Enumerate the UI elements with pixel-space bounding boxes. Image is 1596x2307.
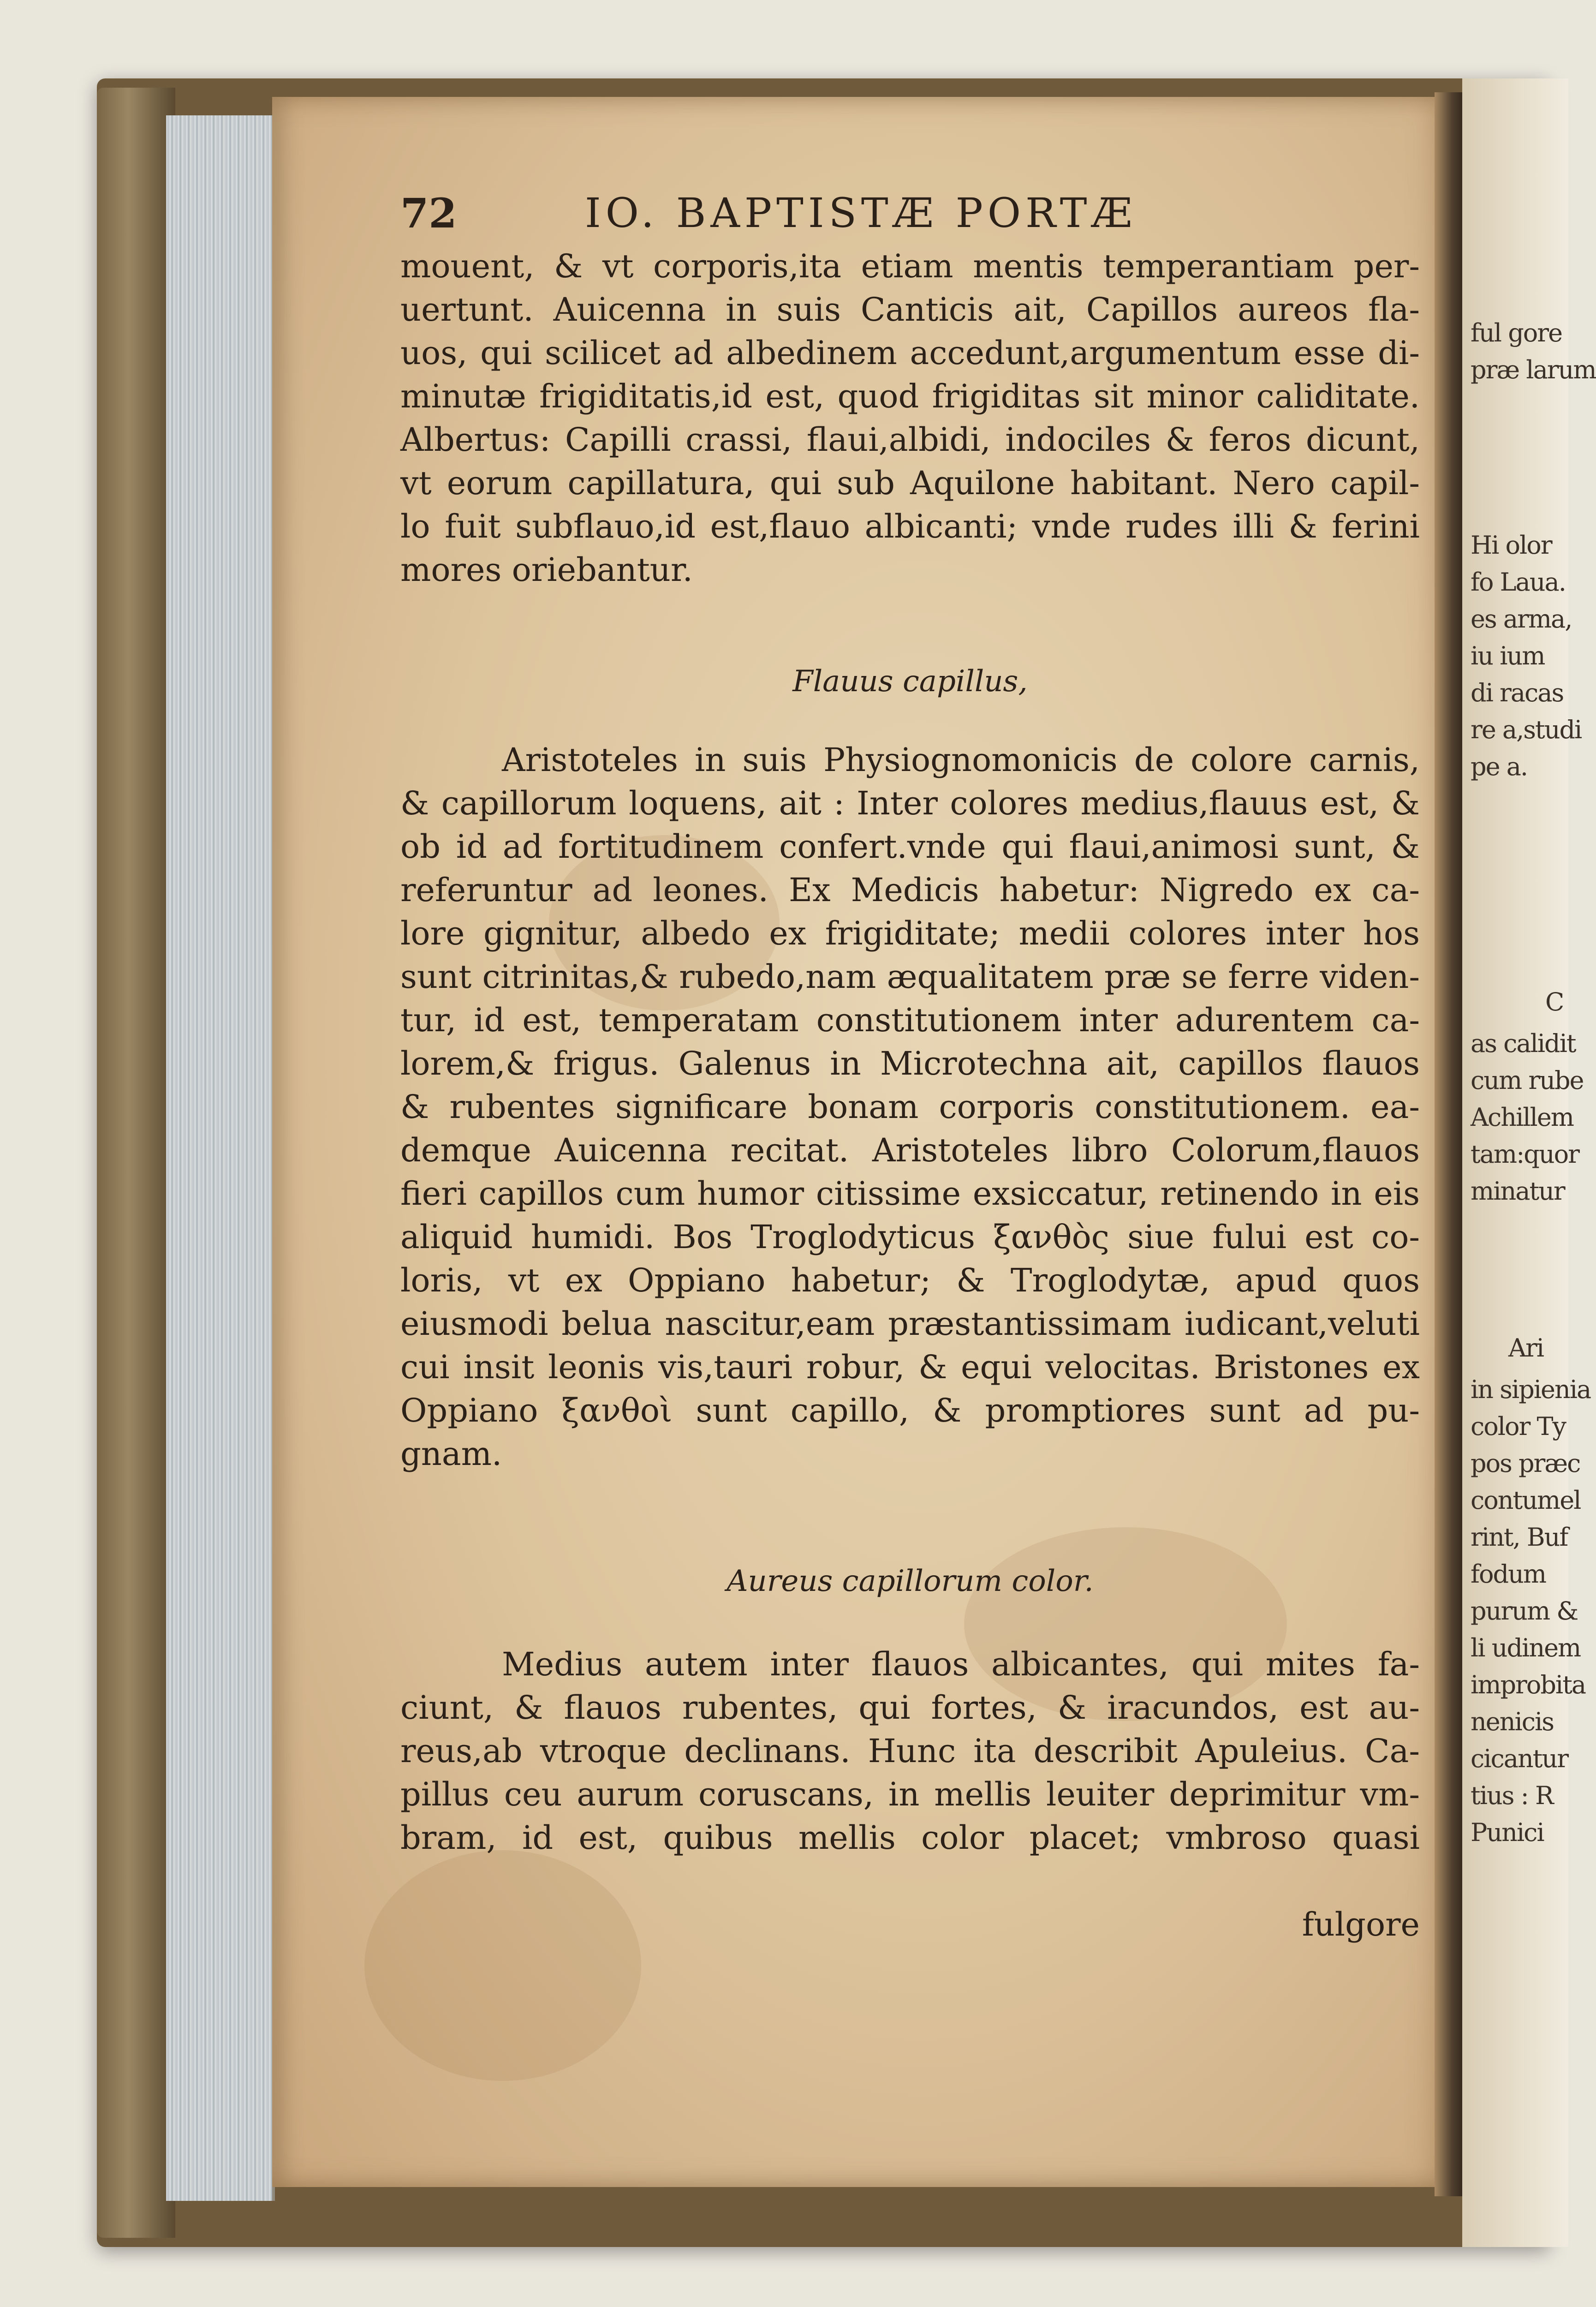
text-line: pillus ceu aurum coruscans, in mellis leuiter deprimitur vm- xyxy=(400,1775,1420,1813)
text-line: ciunt, & flauos rubentes, qui fortes, & iracundos, est au- xyxy=(400,1689,1420,1727)
text-line: demque Auicenna recitat. Aristoteles libro Colorum,flauos xyxy=(400,1131,1420,1169)
facing-fragment: as calidit xyxy=(1471,1029,1576,1058)
facing-fragment: tius : R xyxy=(1471,1781,1553,1810)
text-line: reus,ab vtroque declinans. Hunc ita describit Apuleius. Ca- xyxy=(400,1732,1420,1770)
text-line: loris, vt ex Oppiano habetur; & Troglodytæ, apud quos xyxy=(400,1261,1420,1299)
text-line: & rubentes significare bonam corporis constitutionem. ea- xyxy=(400,1088,1420,1126)
text-line: cui insit leonis vis,tauri robur, & equi velocitas. Bristones ex xyxy=(400,1348,1420,1386)
paragraph-3 xyxy=(400,1643,1420,1859)
text-line: vt eorum capillatura, qui sub Aquilone habitant. Nero capil- xyxy=(400,464,1420,502)
facing-fragment: cum rube xyxy=(1471,1066,1584,1095)
facing-fragment: di racas xyxy=(1471,678,1564,707)
text-line: referuntur ad leones. Ex Medicis habetur: Nigredo ex ca- xyxy=(400,871,1420,909)
text-line: fieri capillos cum humor citissime exsiccatur, retinendo in eis xyxy=(400,1175,1420,1213)
facing-fragment: pe a. xyxy=(1471,752,1528,781)
facing-fragment: fodum xyxy=(1471,1560,1546,1589)
facing-fragment: Ari xyxy=(1508,1333,1544,1363)
paragraph-2 xyxy=(400,738,1420,1476)
page-block-edges xyxy=(166,115,275,2201)
section-heading-flauus: Flauus capillus, xyxy=(792,664,1028,699)
text-line: aliquid humidi. Bos Troglodyticus ξανθὸς siue fului est co- xyxy=(400,1218,1420,1256)
text-line: mouent, & vt corporis,ita etiam mentis temperantiam per- xyxy=(400,247,1420,285)
facing-fragment: contumel xyxy=(1471,1486,1581,1515)
facing-fragment: improbita xyxy=(1471,1670,1586,1699)
facing-fragment: Hi olor xyxy=(1471,531,1552,560)
facing-page xyxy=(1462,78,1596,2247)
facing-fragment: fo Laua. xyxy=(1471,568,1566,597)
text-line: Medius autem inter flauos albicantes, qui mites fa- xyxy=(502,1645,1420,1683)
page-number: 72 xyxy=(400,189,457,237)
text-line: Albertus: Capilli crassi, flaui,albidi, indociles & feros dicunt, xyxy=(400,421,1420,459)
facing-fragment: præ larum xyxy=(1471,355,1596,384)
facing-fragment: minatur xyxy=(1471,1177,1565,1206)
facing-fragment: es arma, xyxy=(1471,604,1572,634)
text-line: bram, id est, quibus mellis color placet; vmbroso quasi xyxy=(400,1819,1420,1857)
text-line: & capillorum loquens, ait : Inter colores medius,flauus est, & xyxy=(400,784,1420,822)
facing-fragment: in sipienia xyxy=(1471,1375,1591,1404)
text-line: lo fuit subflauo,id est,flauo albicanti; vnde rudes illi & ferini xyxy=(400,508,1420,545)
facing-fragment: iu ium xyxy=(1471,641,1545,670)
text-line: gnam. xyxy=(400,1435,502,1473)
facing-fragment: Punici xyxy=(1471,1818,1544,1847)
section-heading-aureus: Aureus capillorum color. xyxy=(727,1564,1094,1598)
running-head xyxy=(400,189,1420,240)
text-line: lore gignitur, albedo ex frigiditate; medii colores inter hos xyxy=(400,914,1420,952)
book-spine-edge xyxy=(97,88,175,2238)
text-line: eiusmodi belua nascitur,eam præstantissimam iudicant,veluti xyxy=(400,1305,1420,1343)
text-line: ob id ad fortitudinem confert.vnde qui flaui,animosi sunt, & xyxy=(400,828,1420,866)
paper-stain xyxy=(364,1850,641,2081)
facing-fragment: li udinem xyxy=(1471,1633,1581,1662)
catchword: fulgore xyxy=(1302,1906,1420,1943)
facing-fragment: cicantur xyxy=(1471,1744,1568,1773)
text-line: tur, id est, temperatam constitutionem inter adurentem ca- xyxy=(400,1001,1420,1039)
paragraph-1 xyxy=(400,245,1420,592)
text-line: lorem,& frigus. Galenus in Microtechna ait, capillos flauos xyxy=(400,1045,1420,1082)
facing-fragment: rint, Buf xyxy=(1471,1523,1568,1552)
facing-fragment: pos præc xyxy=(1471,1449,1580,1478)
text-line: mores oriebantur. xyxy=(400,551,693,589)
text-line: sunt citrinitas,& rubedo,nam æqualitatem præ se ferre viden- xyxy=(400,958,1420,996)
facing-fragment: ful gore xyxy=(1471,318,1562,347)
text-line: Aristoteles in suis Physiognomonicis de colore carnis, xyxy=(502,741,1420,779)
text-line: minutæ frigiditatis,id est, quod frigiditas sit minor caliditate. xyxy=(400,377,1420,415)
text-line: uertunt. Auicenna in suis Canticis ait, Capillos aureos fla- xyxy=(400,291,1420,329)
facing-fragment: nenicis xyxy=(1471,1707,1554,1736)
facing-fragment: C xyxy=(1545,987,1564,1016)
facing-fragment: tam:quor xyxy=(1471,1140,1579,1169)
text-line: uos, qui scilicet ad albedinem accedunt,argumentum esse di- xyxy=(400,334,1420,372)
text-line: Oppiano ξανθοὶ sunt capillo, & promptiores sunt ad pu- xyxy=(400,1392,1420,1429)
facing-fragment: Achillem xyxy=(1471,1103,1573,1132)
facing-fragment: re a,studi xyxy=(1471,715,1582,744)
facing-fragment: color Ty xyxy=(1471,1412,1566,1441)
facing-fragment: purum & xyxy=(1471,1596,1578,1626)
running-title: IO. BAPTISTÆ PORTÆ xyxy=(585,189,1137,237)
